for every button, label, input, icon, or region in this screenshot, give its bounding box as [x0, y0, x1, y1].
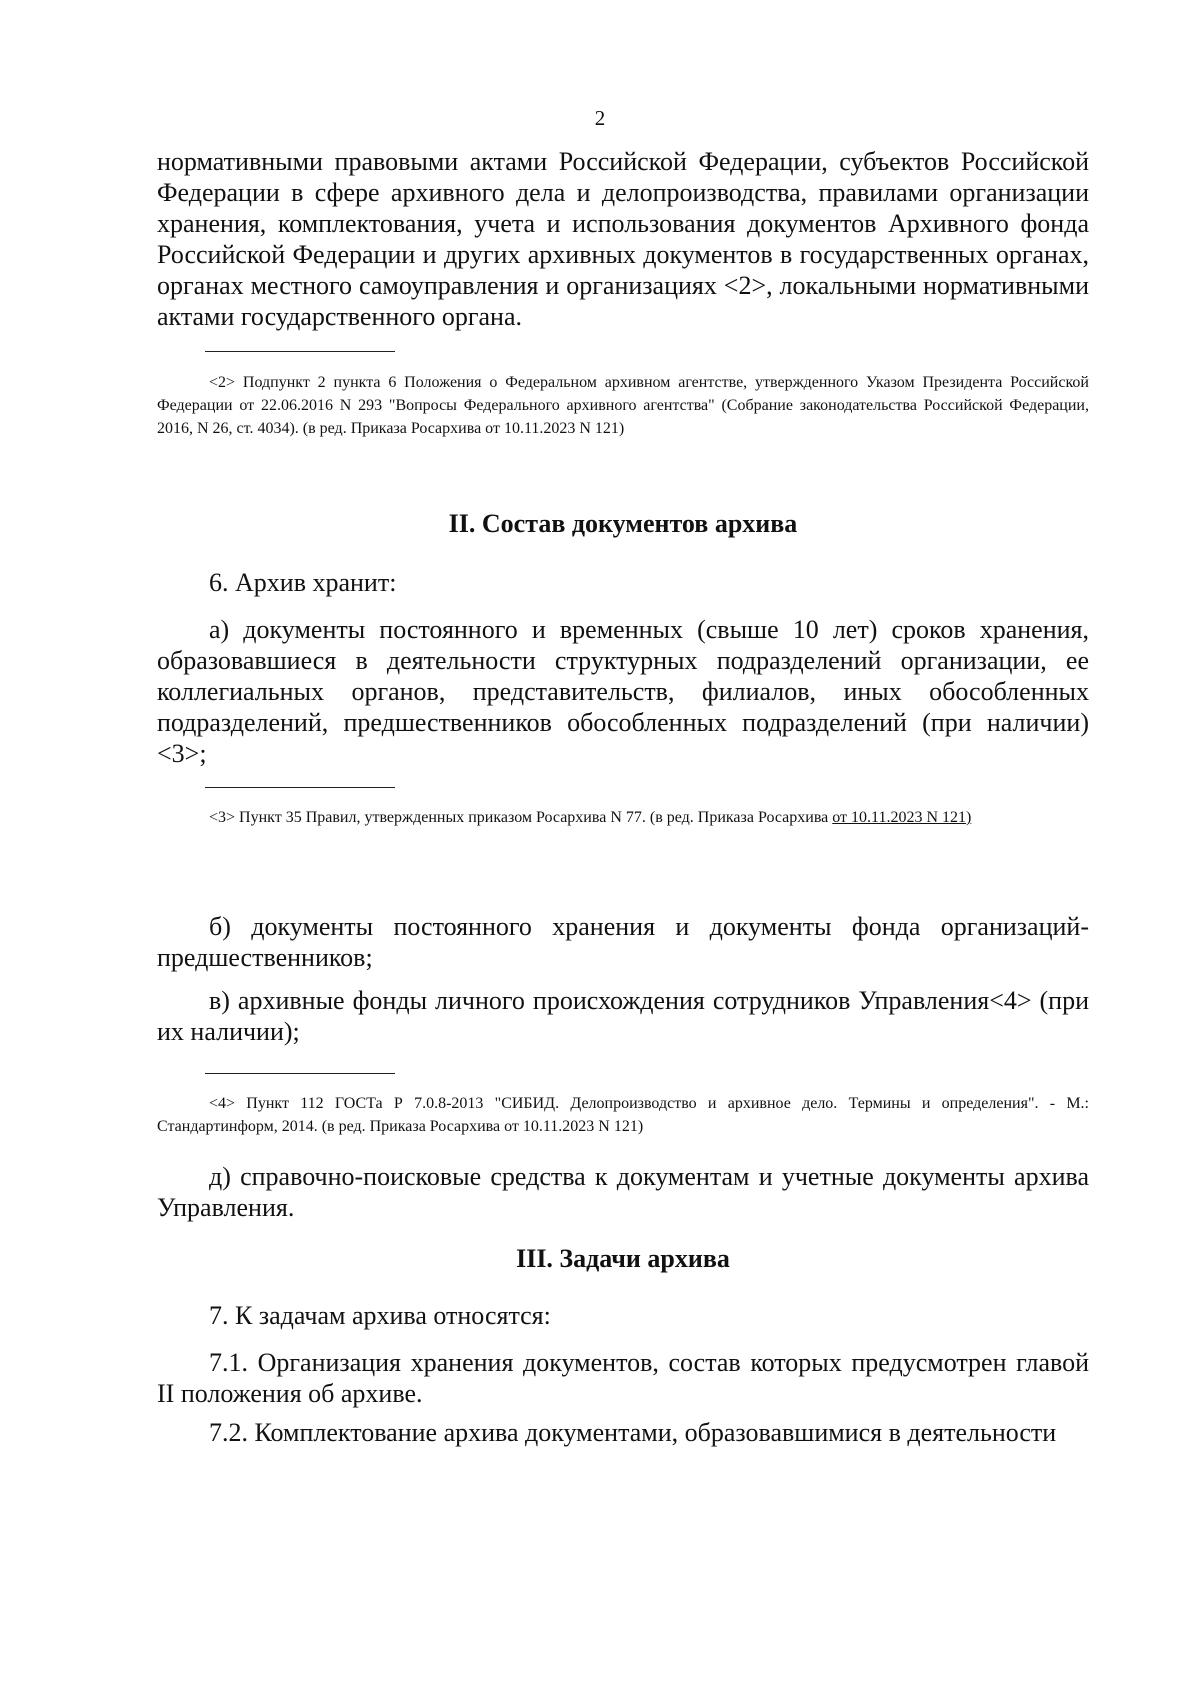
footnote-2: <2> Подпункт 2 пункта 6 Положения о Федеральном архивном агентстве, утвержденного Указом Президента Российской Федерации от 22.06.2016 N 293 "Вопросы Федерального архивного агентства" (Собрание законодательства Российской Федерации, 2016, N 26, ст. 4034). (в ред. Приказа Росархива от 10.11.2023 N 121) [157, 374, 1089, 437]
footnote-rule [205, 1073, 395, 1074]
footnote-3 [157, 806, 1089, 829]
paragraph-7-1: 7.1. Организация хранения документов, состав которых предусмотрен главой II положения об архиве. [157, 1348, 1089, 1408]
paragraph-6b: б) документы постоянного хранения и документы фонда организаций-предшественников; [157, 912, 1089, 972]
paragraph-6d: д) справочно-поисковые средства к документам и учетные документы архива Управления. [157, 1162, 1089, 1222]
section-heading-2: II. Состав документов архива [448, 509, 798, 538]
paragraph-intro: нормативными правовыми актами Российской Федерации, субъектов Российской Федерации в сфере архивного дела и делопроизводства, правилами организации хранения, комплектования, учета и использования документов Архивного фонда Российской Федерации и других архивных документов в государственных органах, органах местного самоуправления и организациях <2>, локальными нормативными актами государственного органа. [157, 147, 1089, 331]
paragraph-6: 6. Архив хранит: [209, 568, 397, 597]
page-number: 2 [594, 106, 606, 130]
footnote-rule [205, 351, 395, 352]
paragraph-6a: а) документы постоянного и временных (свыше 10 лет) сроков хранения, образовавшиеся в деятельности структурных подразделений организации, ее коллегиальных органов, представительств, филиалов, иных обособленных подразделений, предшественников обособленных подразделений (при наличии) <3>; [157, 615, 1089, 768]
footnote-4: <4> Пункт 112 ГОСТа Р 7.0.8-2013 "СИБИД. Делопроизводство и архивное дело. Термины и определения". - М.: Стандартинформ, 2014. (в ред. Приказа Росархива от 10.11.2023 N 121) [157, 1095, 1089, 1135]
footnote-3-link[interactable]: от 10.11.2023 N 121) [832, 809, 972, 826]
footnote-rule [205, 787, 395, 788]
paragraph-6v: в) архивные фонды личного происхождения сотрудников Управления<4> (при их наличии); [157, 986, 1089, 1046]
footnote-3-text: <3> Пункт 35 Правил, утвержденных приказом Росархива N 77. (в ред. Приказа Росархива [209, 809, 833, 826]
paragraph-7-2: 7.2. Комплектование архива документами, образовавшимися в деятельности [209, 1418, 1057, 1447]
section-heading-3: III. Задачи архива [516, 1244, 730, 1273]
paragraph-7: 7. К задачам архива относятся: [209, 1301, 551, 1330]
